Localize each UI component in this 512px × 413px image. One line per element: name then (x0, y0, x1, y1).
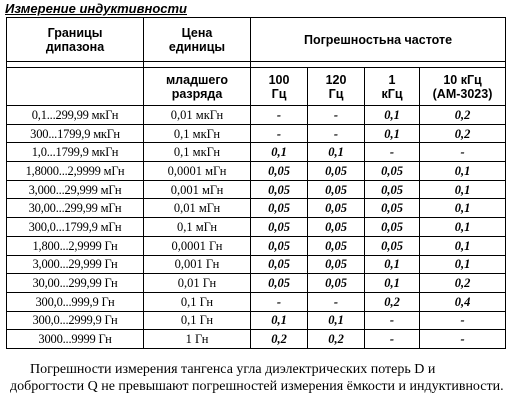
table-body (7, 106, 506, 349)
table-row (7, 162, 506, 181)
error-100hz-cell: 0,2 (251, 330, 308, 349)
freq-line1: 1 (388, 72, 396, 87)
error-120hz-cell: - (308, 106, 365, 125)
header-range-line1: Границы (47, 25, 103, 40)
header-sub-price-line1: младшего (165, 72, 229, 87)
error-10khz-cell: - (420, 330, 506, 349)
section-title: Измерение индуктивности (5, 1, 187, 16)
range-cell: 300,0...2999,9 Гн (7, 311, 144, 330)
header-range-line2: дипазона (45, 39, 105, 54)
error-100hz-cell: 0,05 (251, 199, 308, 218)
error-1khz-cell: - (365, 330, 420, 349)
range-cell: 300...1799,9 мкГн (7, 124, 144, 143)
freq-line2: (АМ-3023) (432, 86, 493, 101)
error-10khz-cell: 0,2 (420, 274, 506, 293)
freq-line2: кГц (381, 86, 403, 101)
range-cell: 1,0...1799,9 мкГн (7, 143, 144, 162)
inductance-table (6, 17, 506, 349)
error-10khz-cell: 0,2 (420, 106, 506, 125)
table-row (7, 199, 506, 218)
table-row (7, 236, 506, 255)
error-10khz-cell: 0,2 (420, 124, 506, 143)
header-range (7, 18, 144, 62)
table-row (7, 143, 506, 162)
error-10khz-cell: 0,1 (420, 255, 506, 274)
error-1khz-cell: 0,1 (365, 274, 420, 293)
header-freq-100 (251, 68, 308, 106)
table-row (7, 124, 506, 143)
price-cell: 0,0001 мГн (144, 162, 251, 181)
empty-header-cell (7, 68, 144, 106)
error-120hz-cell: 0,05 (308, 162, 365, 181)
error-100hz-cell: 0,05 (251, 255, 308, 274)
error-120hz-cell: 0,05 (308, 199, 365, 218)
range-cell: 300,0...999,9 Гн (7, 292, 144, 311)
table-row (7, 292, 506, 311)
header-sub-price-line2: разряда (171, 86, 223, 101)
error-120hz-cell: 0,1 (308, 143, 365, 162)
error-100hz-cell: - (251, 106, 308, 125)
error-100hz-cell: 0,05 (251, 162, 308, 181)
range-cell: 0,1...299,99 мкГн (7, 106, 144, 125)
freq-line1: 100 (268, 72, 290, 87)
range-cell: 1,800...2,9999 Гн (7, 236, 144, 255)
freq-line1: 120 (325, 72, 347, 87)
table-row (7, 255, 506, 274)
table-row (7, 330, 506, 349)
error-10khz-cell: 0,4 (420, 292, 506, 311)
header-row-2 (7, 68, 506, 106)
range-cell: 3,000...29,999 Гн (7, 255, 144, 274)
error-100hz-cell: - (251, 292, 308, 311)
error-1khz-cell: 0,2 (365, 292, 420, 311)
error-10khz-cell: 0,1 (420, 162, 506, 181)
error-120hz-cell: 0,05 (308, 274, 365, 293)
header-freq-10k (420, 68, 506, 106)
error-1khz-cell: 0,05 (365, 218, 420, 237)
error-10khz-cell: 0,1 (420, 180, 506, 199)
price-cell: 0,1 Гн (144, 292, 251, 311)
error-10khz-cell: - (420, 311, 506, 330)
range-cell: 300,0...1799,9 мГн (7, 218, 144, 237)
price-cell: 0,0001 Гн (144, 236, 251, 255)
table-row (7, 311, 506, 330)
price-cell: 0,001 Гн (144, 255, 251, 274)
error-120hz-cell: - (308, 292, 365, 311)
error-10khz-cell: 0,1 (420, 218, 506, 237)
freq-line1: 10 кГц (443, 72, 482, 87)
error-100hz-cell: 0,05 (251, 274, 308, 293)
price-cell: 0,01 мкГн (144, 106, 251, 125)
header-freq-120 (308, 68, 365, 106)
header-freq-1k (365, 68, 420, 106)
price-cell: 0,1 мкГн (144, 143, 251, 162)
error-120hz-cell: 0,05 (308, 218, 365, 237)
header-sub-price (144, 68, 251, 106)
freq-line2: Гц (328, 86, 344, 101)
price-cell: 0,1 Гн (144, 311, 251, 330)
error-10khz-cell: 0,1 (420, 199, 506, 218)
price-cell: 1 Гн (144, 330, 251, 349)
error-1khz-cell: - (365, 311, 420, 330)
error-100hz-cell: 0,05 (251, 180, 308, 199)
error-100hz-cell: 0,05 (251, 218, 308, 237)
price-cell: 0,1 мГн (144, 218, 251, 237)
error-1khz-cell: 0,05 (365, 199, 420, 218)
footnote-text: Погрешности измерения тангенса угла диэлектрических потерь D и доброгтости Q не превышают погрешностей измерения ёмкости и индуктивности. (10, 362, 504, 394)
error-100hz-cell: 0,1 (251, 311, 308, 330)
error-1khz-cell: - (365, 143, 420, 162)
error-120hz-cell: 0,2 (308, 330, 365, 349)
error-120hz-cell: 0,05 (308, 180, 365, 199)
range-cell: 3,000...29,999 мГн (7, 180, 144, 199)
error-1khz-cell: 0,05 (365, 180, 420, 199)
header-price-line2: единицы (168, 39, 226, 54)
error-1khz-cell: 0,1 (365, 106, 420, 125)
range-cell: 3000...9999 Гн (7, 330, 144, 349)
error-1khz-cell: 0,1 (365, 124, 420, 143)
table-row (7, 106, 506, 125)
header-row-1 (7, 18, 506, 62)
error-120hz-cell: 0,05 (308, 236, 365, 255)
header-error: Погрешностьна частоте (251, 18, 506, 62)
price-cell: 0,01 Гн (144, 274, 251, 293)
error-120hz-cell: - (308, 124, 365, 143)
range-cell: 30,00...299,99 Гн (7, 274, 144, 293)
error-10khz-cell: 0,1 (420, 236, 506, 255)
price-cell: 0,01 мГн (144, 199, 251, 218)
error-100hz-cell: - (251, 124, 308, 143)
table-row (7, 274, 506, 293)
table-row (7, 218, 506, 237)
error-100hz-cell: 0,1 (251, 143, 308, 162)
error-120hz-cell: 0,05 (308, 255, 365, 274)
table-row (7, 180, 506, 199)
error-1khz-cell: 0,05 (365, 162, 420, 181)
error-100hz-cell: 0,05 (251, 236, 308, 255)
error-1khz-cell: 0,1 (365, 255, 420, 274)
price-cell: 0,1 мкГн (144, 124, 251, 143)
header-price-line1: Цена (181, 25, 213, 40)
error-10khz-cell: - (420, 143, 506, 162)
range-cell: 30,00...299,99 мГн (7, 199, 144, 218)
error-1khz-cell: 0,05 (365, 236, 420, 255)
error-120hz-cell: 0,1 (308, 311, 365, 330)
freq-line2: Гц (271, 86, 287, 101)
header-price (144, 18, 251, 62)
price-cell: 0,001 мГн (144, 180, 251, 199)
range-cell: 1,8000...2,9999 мГн (7, 162, 144, 181)
